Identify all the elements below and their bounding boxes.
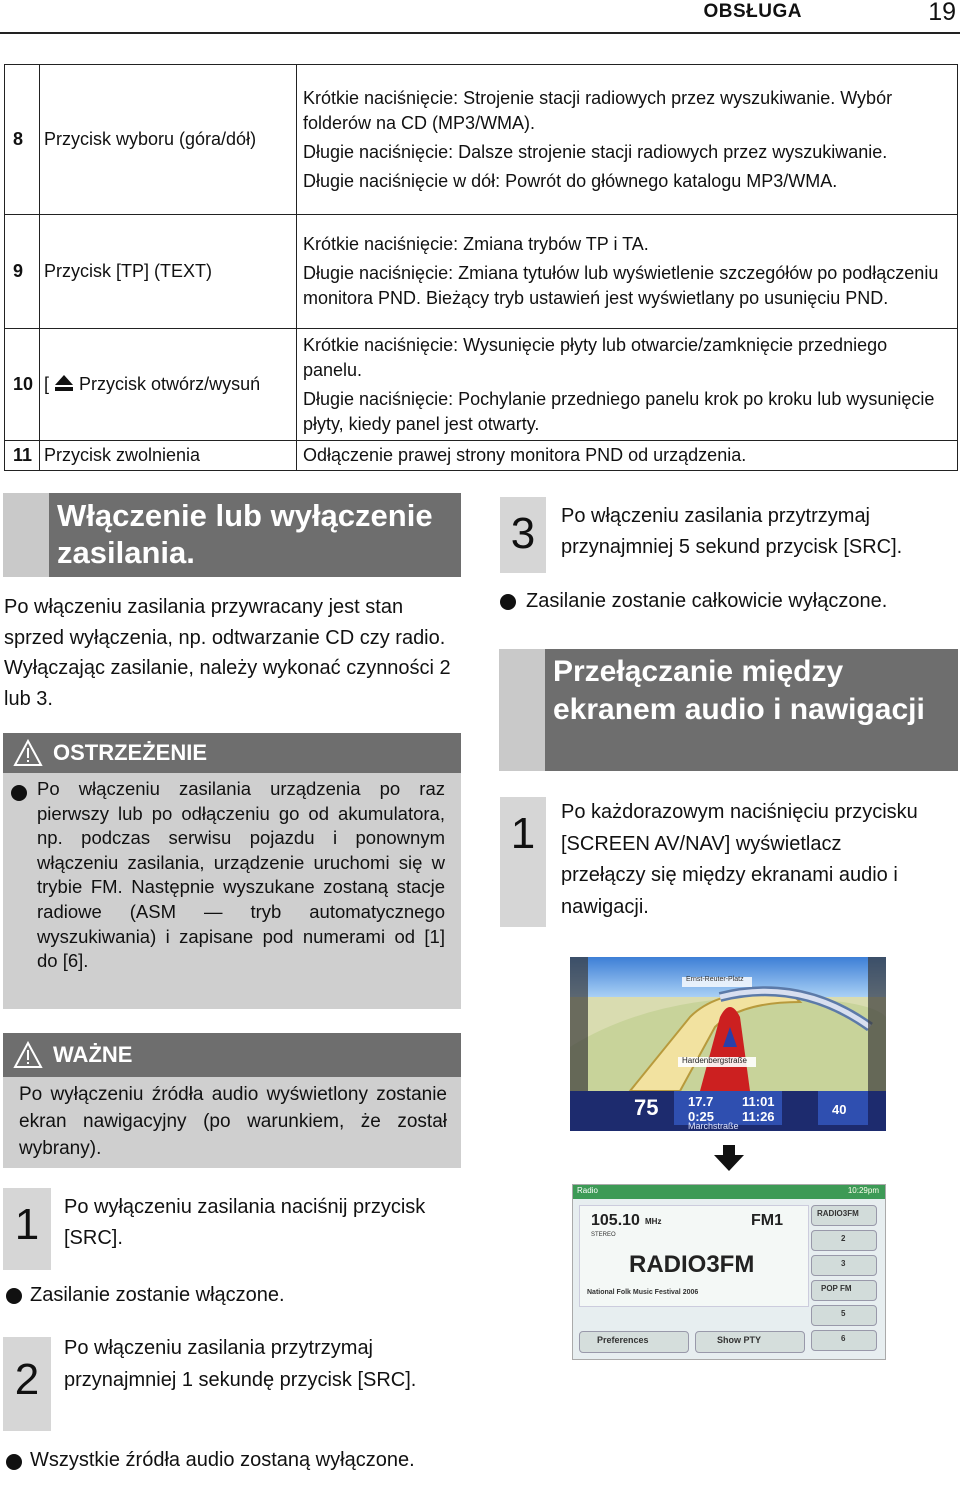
radio-topbar — [573, 1185, 885, 1199]
nav-mid-label: Hardenbergstraße — [682, 1056, 747, 1065]
row-name — [40, 329, 297, 441]
radio-station: RADIO3FM — [629, 1251, 755, 1278]
step-text: Po włączeniu zasilania przytrzymaj przynajmniej 5 sekund przycisk [SRC]. — [561, 505, 903, 558]
preset-label: 6 — [841, 1334, 846, 1343]
desc-line: Długie naciśnięcie w dół: Powrót do głównego katalogu MP3/WMA. — [303, 170, 838, 191]
nav-top-label: Ernst-Reuter-Platz — [686, 976, 744, 983]
step-box — [3, 1337, 51, 1431]
warning-box — [3, 733, 461, 1009]
row-name: Przycisk zwolnienia — [40, 441, 297, 471]
radio-band: FM1 — [751, 1212, 783, 1229]
desc-line: Krótkie naciśnięcie: Strojenie stacji radiowych przez wyszukiwanie. Wybór folderów na CD (MP3/WMA). — [303, 87, 893, 133]
step-text: Po każdorazowym naciśnięciu przycisku [SCREEN AV/NAV] wyświetlacz przełączy się między ekranami audio i nawigacji. — [561, 801, 918, 918]
important-label: WAŻNE — [53, 1042, 133, 1067]
radio-rds: National Folk Music Festival 2006 — [587, 1289, 699, 1296]
step-text: Po wyłączeniu zasilania naciśnij przycisk [SRC]. — [64, 1196, 426, 1249]
switch-section-title: Przełączanie między ekranem audio i nawigacji — [545, 649, 958, 771]
desc-line: Odłączenie prawej strony monitora PND od urządzenia. — [303, 445, 747, 465]
header-rule — [0, 32, 960, 34]
bullet-icon — [6, 1454, 22, 1470]
preferences-button-label: Preferences — [597, 1335, 649, 1345]
preset-label: RADIO3FM — [817, 1209, 859, 1218]
step-number: 1 — [14, 1200, 40, 1249]
step-box — [500, 797, 546, 927]
arrow-down-icon — [714, 1145, 744, 1171]
row-name: Przycisk wyboru (góra/dół) — [40, 65, 297, 215]
desc-line: Długie naciśnięcie: Pochylanie przedniego panelu krok po kroku lub wysunięcie płyty, kiedy panel jest otwarty. — [303, 388, 935, 434]
table-row — [5, 215, 958, 329]
preset-label: 3 — [841, 1259, 846, 1268]
warning-icon — [13, 739, 43, 767]
preset-label: POP FM — [821, 1284, 852, 1293]
important-text: Po wyłączeniu źródła audio wyświetlony zostanie ekran nawigacyjny (po warunkiem, że został wybrany). — [19, 1084, 447, 1159]
eject-icon — [54, 374, 74, 392]
row-number: 8 — [5, 65, 40, 215]
step-box — [500, 497, 546, 573]
row-desc — [297, 215, 958, 329]
nav-time2: 11:26 — [742, 1109, 775, 1124]
controls-table — [4, 64, 958, 471]
nav-street: Marchstraße — [688, 1121, 739, 1131]
power-section-title-box — [3, 493, 461, 577]
desc-line: Krótkie naciśnięcie: Zmiana trybów TP i TA. — [303, 234, 649, 254]
warning-header — [3, 733, 461, 773]
section-title: OBSŁUGA — [703, 1, 802, 22]
row-desc — [297, 65, 958, 215]
warning-text: Po włączeniu zasilania urządzenia po raz pierwszy lub po odłączeniu go od akumulatora, np. podczas serwisu pojazdu i ponownym włączeniu zasilania, urządzenie uruchomi się w trybie FM. Następnie wyszukane zostaną stacje radiowe (ASM — tryb automatycznego wyszukiwania) i zapisane pod numerami od [1] do [6]. — [37, 778, 445, 972]
step-number: 2 — [14, 1355, 40, 1404]
desc-line: Długie naciśnięcie: Zmiana tytułów lub wyświetlenie szczegółów po podłączeniu monitora PND. Bieżący tryb ustawień jest wyświetlany po usunięciu PND. — [303, 263, 939, 308]
step-number: 3 — [510, 509, 536, 558]
radio-clock: 10:29pm — [847, 1186, 879, 1195]
table-row — [5, 441, 958, 471]
desc-line: Krótkie naciśnięcie: Wysunięcie płyty lub otwarcie/zamknięcie przedniego panelu. — [303, 334, 888, 380]
bullet-icon — [11, 785, 27, 801]
nav-arrival-time: 11:01 — [742, 1094, 775, 1109]
preset-label: 2 — [841, 1234, 846, 1243]
warning-icon — [13, 1041, 43, 1069]
important-header — [3, 1033, 461, 1077]
radio-frequency: 105.10 — [591, 1212, 640, 1229]
switch-section-title-box — [499, 649, 958, 771]
power-section-title: Włączenie lub wyłączenie zasilania. — [49, 493, 461, 577]
step-text: Po włączeniu zasilania przytrzymaj przynajmniej 1 sekundę przycisk [SRC]. — [64, 1337, 417, 1391]
row-name-text: Przycisk otwórz/wysuń — [79, 374, 261, 394]
step-number: 1 — [510, 809, 536, 858]
warning-label: OSTRZEŻENIE — [53, 740, 208, 765]
radio-topbar-label: Radio — [577, 1186, 598, 1195]
radio-stereo: STEREO — [591, 1232, 616, 1238]
power-intro: Po włączeniu zasilania przywracany jest stan sprzed wyłączenia, np. odtwarzanie CD czy radio. Wyłączając zasilanie, należy wykonać czynności 2 lub 3. — [4, 596, 451, 710]
bullet-icon — [6, 1288, 22, 1304]
row-number: 11 — [5, 441, 40, 471]
desc-line: Długie naciśnięcie: Dalsze strojenie stacji radiowych przez wyszukiwanie. — [303, 141, 888, 162]
bracket-open: [ — [44, 374, 50, 394]
step-result: Wszystkie źródła audio zostaną wyłączone. — [30, 1449, 415, 1471]
bullet-icon — [500, 594, 516, 610]
step-result: Zasilanie zostanie całkowicie wyłączone. — [526, 590, 888, 612]
nav-limit: 40 — [832, 1102, 847, 1117]
table-row — [5, 329, 958, 441]
radio-frequency-unit: MHz — [645, 1217, 662, 1226]
show-pty-button-label: Show PTY — [717, 1335, 762, 1345]
nav-speed: 75 — [634, 1095, 659, 1120]
page-number: 19 — [928, 0, 956, 26]
step-box — [3, 1188, 51, 1270]
important-box — [3, 1033, 461, 1168]
navigation-screen — [570, 957, 886, 1131]
table-row — [5, 65, 958, 215]
row-name: Przycisk [TP] (TEXT) — [40, 215, 297, 329]
preset-label: 5 — [841, 1309, 846, 1318]
row-desc — [297, 329, 958, 441]
row-desc — [297, 441, 958, 471]
row-number: 10 — [5, 329, 40, 441]
radio-screen — [572, 1184, 886, 1360]
step-result: Zasilanie zostanie włączone. — [30, 1284, 285, 1306]
nav-remaining: 0:25 — [688, 1109, 715, 1124]
row-number: 9 — [5, 215, 40, 329]
nav-distance: 17.7 — [688, 1094, 714, 1109]
